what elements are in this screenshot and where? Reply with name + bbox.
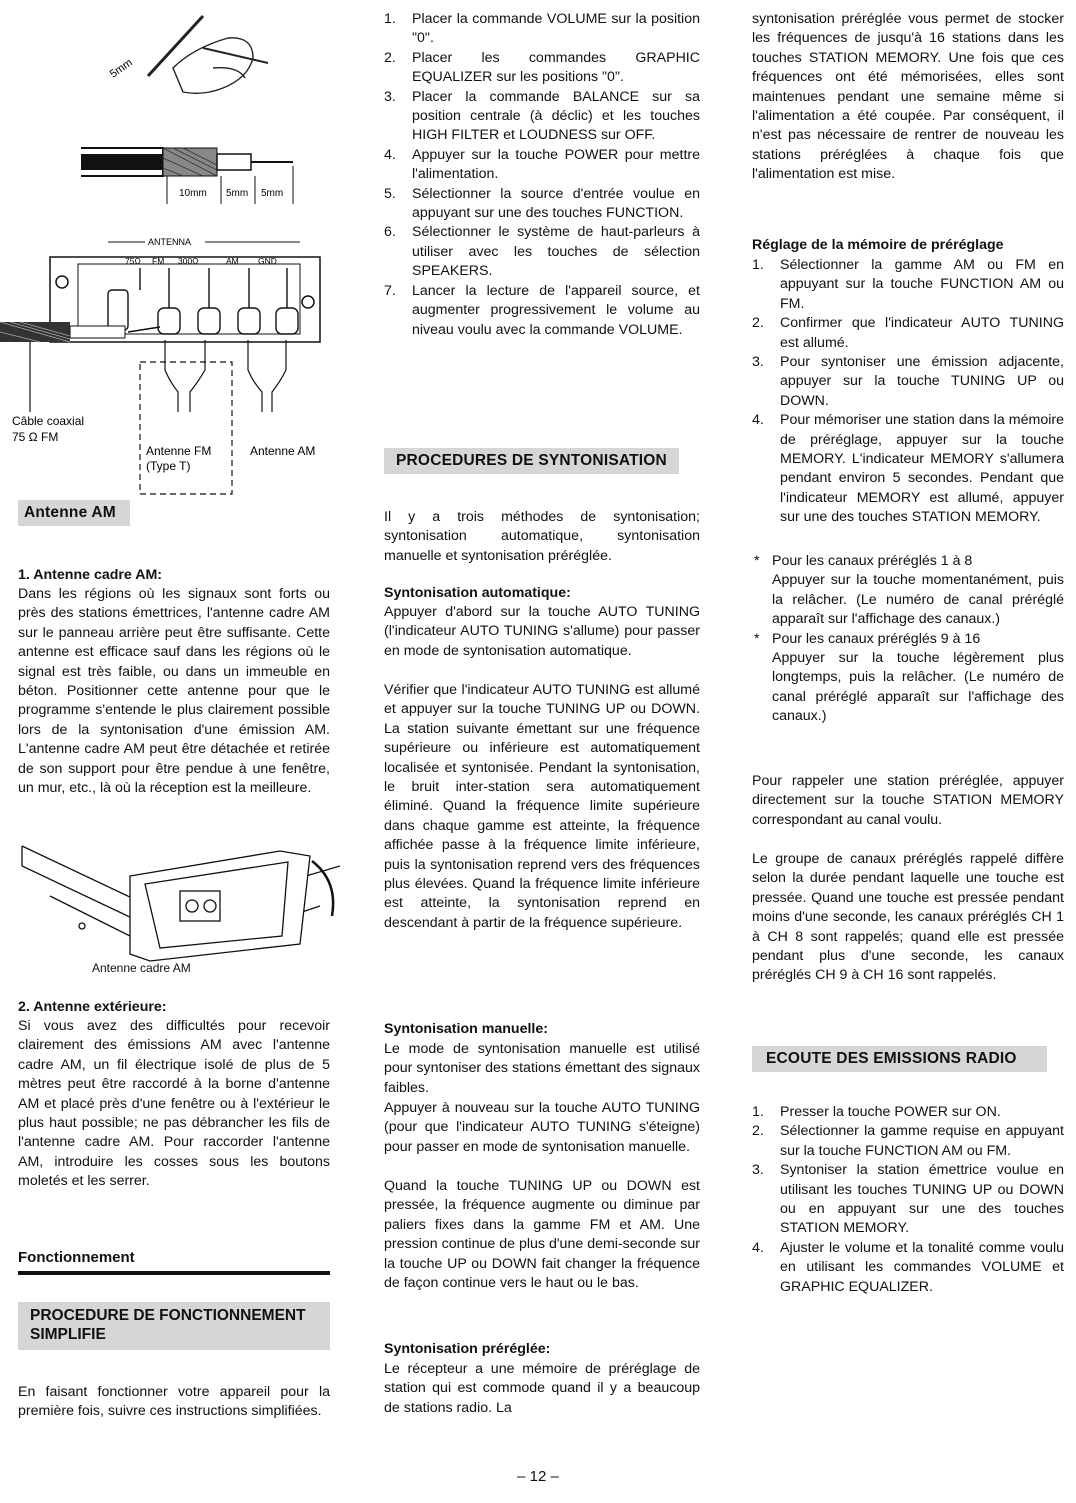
fonctionnement-rule [18, 1271, 330, 1275]
procedure-heading-line1: PROCEDURE DE FONCTIONNEMENT [30, 1307, 306, 1324]
list-item: 2. Sélectionner la gamme requise en appuyant sur la touche FUNCTION AM ou FM. [752, 1123, 1064, 1159]
list-item: 3. Syntoniser la station émettrice voulue en utilisant les touches TUNING UP ou DOWN ou en appuyant sur une des touches STATION MEMORY. [752, 1162, 1064, 1237]
list-item: 7. Lancer la lecture de l'appareil source, et augmenter progressivement le volume au niveau voulu avec la commande VOLUME. [384, 282, 700, 338]
preset-heading: Syntonisation préréglée: [384, 1341, 551, 1357]
auto-text-2: Vérifier que l'indicateur AUTO TUNING est allumé et appuyer sur la touche TUNING UP ou DOWN. La station suivante émettant sur une fréquence supérieure ou inférieure est automatiquement localisée et syntonisée. Pendant la syntonisation, le bruit inter-station sera automatiquement éliminé. Quand la fréquence limite supérieure dans chaque gamme est atteinte, la fréquence affichée passe à la fréquence limite inférieure, puis la syntonisation reprend vers des fréquences plus élevées. Quand la fréquence limite inférieure est atteinte, la syntonisation reprend en descendant à partir de la fréquence supérieure. [384, 682, 700, 931]
hand-illustration [148, 16, 268, 93]
fonctionnement-section [18, 1248, 330, 1275]
procedure-heading-line2: SIMPLIFIE [30, 1326, 106, 1343]
auto-text-1: Appuyer d'abord sur la touche AUTO TUNING (l'indicateur AUTO TUNING s'allume) pour passer en mode de syntonisation automatique. [384, 604, 700, 659]
coax-cable [81, 148, 293, 176]
preset-continued-text: syntonisation préréglée vous permet de stocker les fréquences de jusqu'à 16 stations dans les touches STATION MEMORY. Une fois que ces fréquences ont été mémorisées, elles sont maintenues pendant une semaine même si l'alimentation a été coupée. Par conséquent, il n'est pas nécessaire de rentrer de nouveau les stations préréglées à chaque fois que l'alimentation est mise. [752, 11, 1064, 183]
recall-text-2: Le groupe de canaux préréglés rappelé diffère selon la durée pendant laquelle une touche est pressée. Quand une touche est pressée pendant moins d'une seconde, les canaux préréglés CH 1 à CH 8 sont rappelés; quand elle est pressée pendant plus d'une seconde, les canaux préréglés CH 9 à CH 16 sont rappelés. [752, 851, 1064, 984]
syntonisation-heading: PROCEDURES DE SYNTONISATION [384, 448, 679, 474]
terminal-gnd-label: GND [258, 256, 277, 266]
syntonisation-intro: Il y a trois méthodes de syntonisation; syntonisation automatique, syntonisation manuelle et syntonisation préréglée. [384, 509, 700, 564]
list-item: * Pour les canaux préréglés 9 à 16 Appuyer sur la touche légèrement plus longtemps, puis la relâcher. (Le numéro de canal préréglé apparaît sur l'affichage des canaux.) [754, 630, 1064, 725]
am-antenna-label: Antenne AM [250, 444, 316, 458]
list-item: 4. Appuyer sur la touche POWER pour mettre l'alimentation. [384, 146, 700, 183]
radio-heading: ECOUTE DES EMISSIONS RADIO [752, 1046, 1047, 1072]
antenne-am-heading: Antenne AM [18, 500, 130, 526]
list-item: 3. Placer la commande BALANCE sur sa position centrale (à déclic) et les touches HIGH FILTER et LOUDNESS sur OFF. [384, 88, 700, 144]
list-item: 4. Ajuster le volume et la tonalité comme voulu en utilisant les commandes VOLUME et GRAPHIC EQUALIZER. [752, 1239, 1064, 1295]
terminal-am-label: AM [226, 256, 239, 266]
ext-heading: 2. Antenne extérieure: [18, 999, 167, 1015]
list-item: * Pour les canaux préréglés 1 à 8 Appuyer sur la touche momentanément, puis la relâcher. (Le numéro de canal préréglé apparaît sur l'affichage des canaux.) [754, 553, 1064, 628]
loop-caption: Antenne cadre AM [92, 961, 191, 975]
coax-stripping-diagram [63, 8, 323, 208]
dim-10mm: 10mm [179, 188, 207, 199]
list-item: 5. Sélectionner la source d'entrée voulue en appuyant sur une des touches FUNCTION. [384, 185, 700, 222]
memory-steps-list [752, 256, 1064, 528]
ext-text: Si vous avez des difficultés pour recevoir clairement des émissions AM avec l'antenne cadre AM, un fil électrique isolé de plus de 5 mètres peut être raccordé à la borne d'antenne AM et placé près d'une fenêtre ou à l'extérieur le plus haut possible; ne pas débrancher les fils de l'antenne cadre AM. Pour raccorder l'antenne AM, introduire les cosses sous les boutons moletés et les serrer. [18, 1018, 330, 1190]
preset-text: Le récepteur a une mémoire de préréglage de station qui est commode quand il y a beaucoup de stations radio. La [384, 1361, 700, 1416]
cable-label-line2: 75 Ω FM [12, 430, 59, 444]
list-item: 6. Sélectionner le système de haut-parleurs à utiliser avec les touches de sélection SPEAKERS. [384, 224, 700, 280]
manual-text-2: Appuyer à nouveau sur la touche AUTO TUNING (pour que l'indicateur AUTO TUNING s'éteigne) pour passer en mode de syntonisation manuelle. [384, 1100, 700, 1155]
procedure-heading-box [18, 1302, 330, 1350]
list-item: 1. Presser la touche POWER sur ON. [752, 1104, 1001, 1120]
syntonisation-heading-row [384, 448, 700, 474]
page-number: – 12 – [517, 1468, 559, 1485]
terminal-300-label: 300Ω [178, 256, 199, 266]
setup-steps-list [384, 10, 700, 340]
antenne-am-heading-row [18, 500, 330, 526]
manual-heading: Syntonisation manuelle: [384, 1021, 548, 1037]
antenna-terminal-diagram [0, 232, 340, 502]
recall-text-1: Pour rappeler une station préréglée, appuyer directement sur la touche STATION MEMORY correspondant au canal voulu. [752, 773, 1064, 828]
list-item: 2. Placer les commandes GRAPHIC EQUALIZER sur les positions "0". [384, 49, 700, 86]
list-item: 3. Pour syntoniser une émission adjacente, appuyer sur la touche TUNING UP ou DOWN. [752, 354, 1064, 409]
procedure-text: En faisant fonctionner votre appareil pour la première fois, suivre ces instructions simplifiées. [18, 1384, 330, 1420]
fonctionnement-heading: Fonctionnement [18, 1249, 135, 1266]
list-item: 1. Placer la commande VOLUME sur la position "0". [384, 11, 700, 47]
wire-dim-label: 5mm [107, 56, 135, 81]
preset-bullets [752, 552, 1064, 727]
list-item: 4. Pour mémoriser une station dans la mémoire de préréglage, appuyer sur la touche MEMORY. L'indicateur MEMORY s'allumera pendant environ 5 secondes. Pendant que l'indicateur MEMORY est allumé, appuyer sur une des touches STATION MEMORY. [752, 412, 1064, 526]
cable-label-line1: Câble coaxial [12, 414, 85, 428]
loop-antenna-illustration [20, 836, 340, 966]
coax-plug [0, 322, 125, 342]
antenna-label: ANTENNA [148, 237, 192, 247]
terminal-fm-label: FM [152, 256, 165, 266]
radio-steps-list [752, 1103, 1064, 1297]
fm-antenna-label-line2: (Type T) [146, 459, 191, 473]
terminal-knobs [108, 268, 298, 334]
cadre-text: Dans les régions où les signaux sont forts ou près des stations émettrices, l'antenne cadre AM sur le panneau arrière peut être suffisante. Cette antenne est efficace sauf dans les régions où le signal est très faible, ou dans un immeuble en béton. Positionner cette antenne pour que le programme s'entende le plus clairement possible lors de la syntonisation d'une émission AM. L'antenne cadre AM peut être détachée et retirée de son support pour être pendue à une fenêtre, un mur, etc., là où la réception est la meilleure. [18, 586, 330, 797]
terminal-75-label: 75Ω [125, 256, 141, 266]
radio-heading-row [752, 1046, 1068, 1072]
list-item: 2. Confirmer que l'indicateur AUTO TUNING est allumé. [752, 315, 1064, 351]
manual-text-3: Quand la touche TUNING UP ou DOWN est pressée, la fréquence augmente ou diminue par paliers fixes dans la gamme FM et AM. Une pression continue de plus d'une demi-seconde sur la touche UP ou DOWN fait changer la fréquence de façon continue vers le haut ou le bas. [384, 1178, 700, 1292]
manual-text-1: Le mode de syntonisation manuelle est utilisé pour syntoniser des stations émettant des signaux faibles. [384, 1041, 700, 1096]
memory-heading: Réglage de la mémoire de préréglage [752, 237, 1004, 253]
dim-5mm-b: 5mm [261, 188, 284, 199]
fm-antenna-label-line1: Antenne FM [146, 444, 212, 458]
auto-heading: Syntonisation automatique: [384, 585, 571, 601]
cadre-heading: 1. Antenne cadre AM: [18, 567, 163, 583]
dim-5mm-a: 5mm [226, 188, 249, 199]
list-item: 1. Sélectionner la gamme AM ou FM en appuyant sur la touche FUNCTION AM ou FM. [752, 257, 1064, 312]
